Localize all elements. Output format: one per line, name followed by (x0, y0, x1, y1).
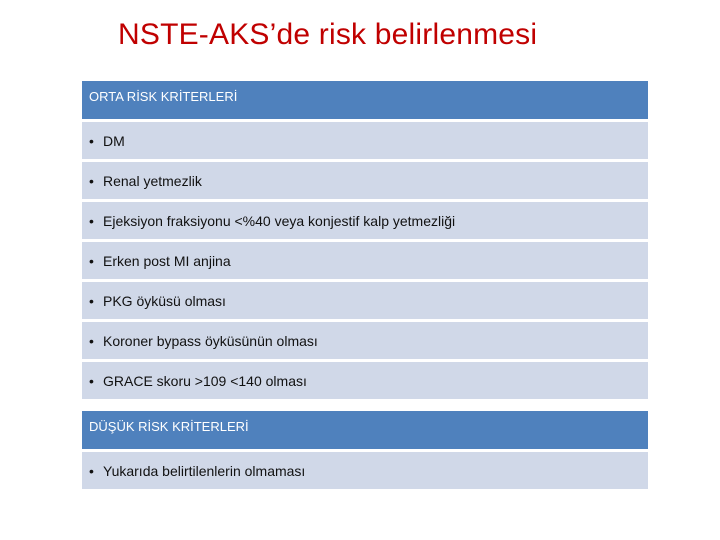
criterion-text: DM (103, 132, 125, 149)
table-row (82, 362, 648, 399)
criterion-text: GRACE skoru >109 <140 olması (103, 372, 307, 389)
criterion-cell (82, 162, 648, 199)
bullet-icon: • (89, 132, 94, 149)
criterion-cell (82, 202, 648, 239)
slide-title: NSTE-AKS’de risk belirlenmesi (118, 18, 538, 51)
bullet-icon: • (89, 212, 94, 229)
low-risk-header-row (82, 411, 648, 449)
table-row (82, 282, 648, 319)
criterion-cell (82, 122, 648, 159)
bullet-icon: • (89, 292, 94, 309)
criterion-cell (82, 242, 648, 279)
bullet-icon: • (89, 372, 94, 389)
criterion-text: Erken post MI anjina (103, 252, 231, 269)
table-row (82, 162, 648, 199)
criterion-cell (82, 322, 648, 359)
criterion-text: Ejeksiyon fraksiyonu <%40 veya konjestif kalp yetmezliği (103, 212, 456, 229)
criterion-text: Koroner bypass öyküsünün olması (103, 332, 318, 349)
table-row (82, 122, 648, 159)
medium-risk-table (82, 78, 648, 402)
medium-risk-header-row (82, 81, 648, 119)
criterion-cell (82, 452, 648, 489)
table-row (82, 452, 648, 489)
medium-risk-header: ORTA RİSK KRİTERLERİ (82, 81, 648, 119)
table-row (82, 242, 648, 279)
criterion-cell (82, 282, 648, 319)
bullet-icon: • (89, 252, 94, 269)
table-row (82, 202, 648, 239)
low-risk-table (82, 408, 648, 492)
criterion-text: PKG öyküsü olması (103, 292, 226, 309)
criterion-cell (82, 362, 648, 399)
low-risk-header: DÜŞÜK RİSK KRİTERLERİ (82, 411, 648, 449)
bullet-icon: • (89, 172, 94, 189)
criterion-text: Yukarıda belirtilenlerin olmaması (103, 462, 306, 479)
table-row (82, 322, 648, 359)
criterion-text: Renal yetmezlik (103, 172, 202, 189)
bullet-icon: • (89, 462, 94, 479)
bullet-icon: • (89, 332, 94, 349)
